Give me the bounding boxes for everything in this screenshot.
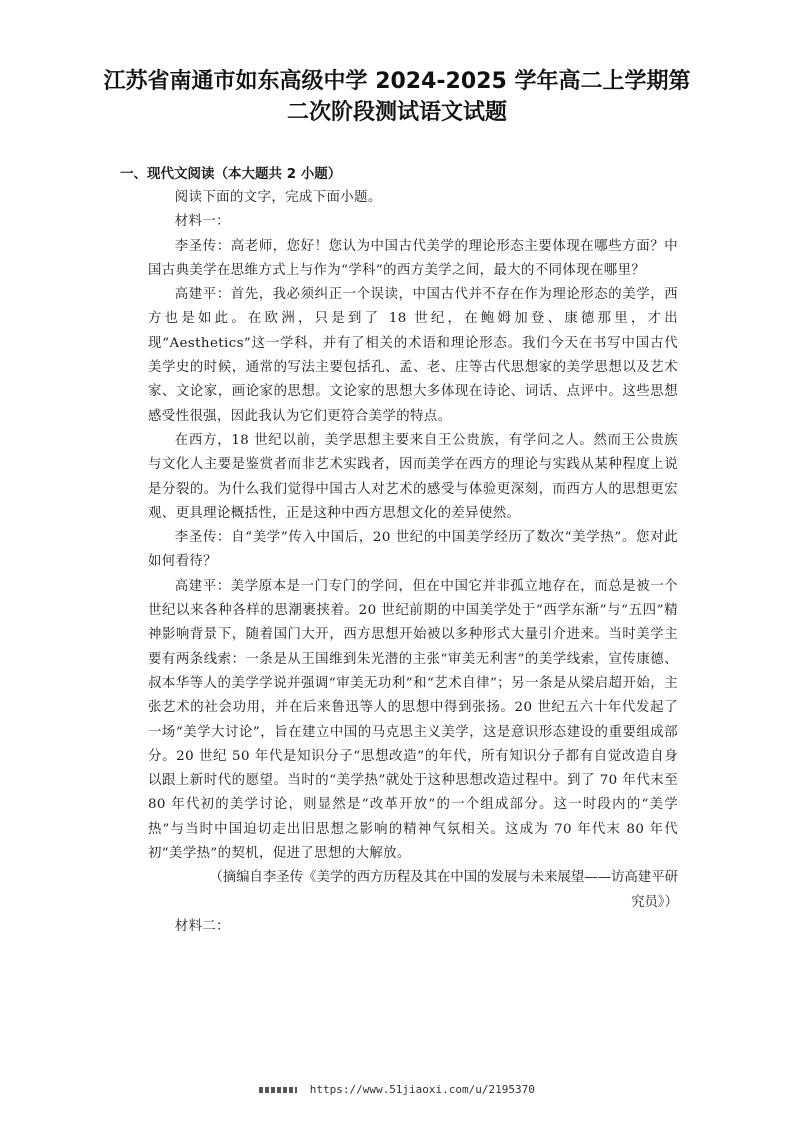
document-title [0, 66, 794, 128]
instruction-paragraph: 阅读下面的文字，完成下面小题。 [174, 190, 382, 205]
title-line-1: 江苏省南通市如东高级中学 2024-2025 学年高二上学期第 [103, 69, 691, 94]
passage-body [148, 186, 678, 939]
material-1-label: 材料一： [174, 214, 230, 230]
page-footer [0, 1083, 794, 1096]
interview-paragraph: 李圣传：自“美学”传入中国后，20 世纪的中国美学经历了数次“美学热”。您对此如何看待？ [148, 530, 678, 570]
section-heading: 一、现代文阅读（本大题共 2 小题） [120, 166, 342, 182]
title-line-2: 二次阶段测试语文试题 [286, 100, 507, 125]
interview-paragraph: 在西方，18 世纪以前，美学思想主要来自王公贵族，有学问之人。然而王公贵族与文化人主要是鉴赏者而非艺术实践者，因而美学在西方的理论与实践从某种程度上说是分裂的。为什么我们觉得中国古人对艺术的感受与体验更深刻，而西方人的思想更宏观、更具理论概括性，正是这种中西方思想文化的差异使然。 [148, 432, 678, 521]
interview-paragraph: 高建平：首先，我必须纠正一个误读，中国古代并不存在作为理论形态的美学，西方也是如此。在欧洲，只是到了 18 世纪，在鲍姆加登、康德那里，才出现“Aesthetics”这一学科，并有了相关的术语和理论形态。我们今天在书写中国古代美学史的时候，通常的写法主要包括孔、孟、老、庄等古代思想家的美学思想以及艺术家、文论家，画论家的思想。文论家的思想大多体现在诗论、词话、点评中。这些思想感受性很强，因此我认为它们更符合美学的特点。 [148, 287, 678, 424]
footer-url[interactable]: https://www.51jiaoxi.com/u/2195370 [309, 1083, 535, 1096]
source-note: （摘编自李圣传《美学的西方历程及其在中国的发展与未来展望——访高建平研究员》） [209, 870, 678, 910]
material-2-label: 材料二： [174, 918, 230, 934]
interview-paragraph: 李圣传：高老师，您好！您认为中国古代美学的理论形态主要体现在哪些方面？中国古典美学在思维方式上与作为“学科”的西方美学之间，最大的不同体现在哪里？ [148, 238, 678, 278]
site-logo-icon [259, 1087, 297, 1093]
interview-paragraph: 高建平：美学原本是一门专门的学问，但在中国它并非孤立地存在，而总是被一个世纪以来各种各样的思潮裹挟着。20 世纪前期的中国美学处于“西学东渐”与“五四”精神影响背景下，随着国门大开，西方思想开始被以多种形式大量引介进来。当时美学主要有两条线索：一条是从王国维到朱光潜的主张“审美无利害”的美学线索，宣传康德、叔本华等人的美学学说并强调“审美无功利”和“艺术自律”；另一条是从梁启超开始，主张艺术的社会功用，并在后来鲁迅等人的思想中得到张扬。20 世纪五六十年代发起了一场“美学大讨论”，旨在建立中国的马克思主义美学，这是意识形态建设的重要组成部分。20 世纪 50 年代是知识分子“思想改造”的年代，所有知识分子都有自觉改造自身以跟上新时代的愿望。当时的“美学热”就处于这种思想改造过程中。到了 70 年代末至 80 年代初的美学讨论，则显然是“改革开放”的一个组成部分。这一时段内的“美学热”与当时中国迫切走出旧思想之影响的精神气氛相关。这成为 70 年代末 80 年代初“美学热”的契机，促进了思想的大解放。 [148, 578, 678, 862]
